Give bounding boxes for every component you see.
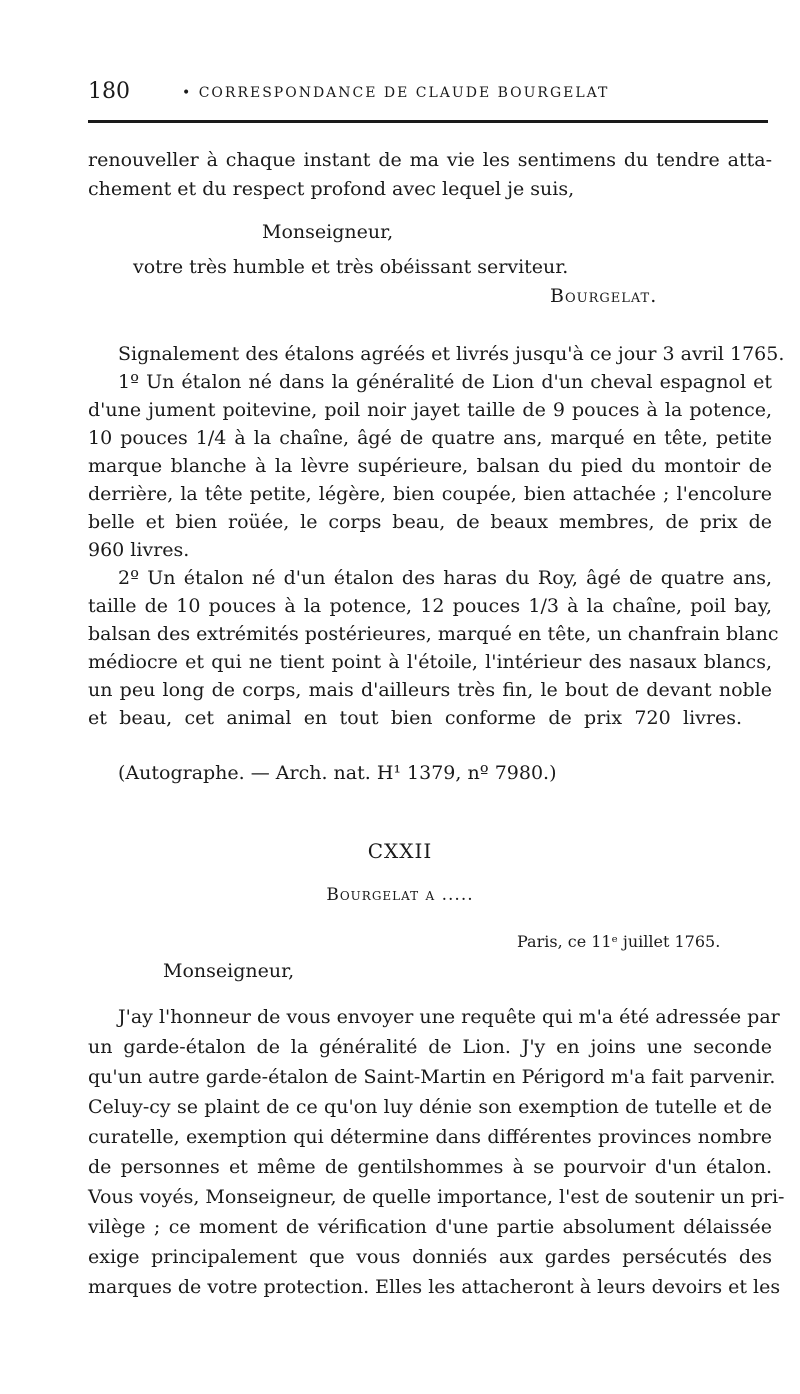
paragraph-line: 10 pouces 1/4 à la chaîne, âgé de quatre ans, marqué en tête, petite — [88, 427, 772, 449]
text-line: chement et du respect profond avec lequel je suis, — [88, 178, 575, 200]
paragraph-line: Celuy-cy se plaint de ce qu'on luy dénie son exemption de tutelle et de — [88, 1096, 772, 1118]
paragraph-line: qu'un autre garde-étalon de Saint-Martin en Périgord m'a fait parvenir. — [88, 1066, 776, 1088]
letter-salutation: Monseigneur, — [163, 960, 295, 982]
letter-signature: Bourgelat. — [550, 285, 658, 307]
paragraph-line: Vous voyés, Monseigneur, de quelle importance, l'est de soutenir un pri- — [88, 1186, 785, 1208]
paragraph-line: belle et bien roüée, le corps beau, de beaux membres, de prix de — [88, 511, 772, 533]
paragraph-line: derrière, la tête petite, légère, bien coupée, bien attachée ; l'encolure — [88, 483, 772, 505]
paragraph-line: Signalement des étalons agréés et livrés jusqu'à ce jour 3 avril 1765. — [118, 343, 785, 365]
letter-salutation: Monseigneur, — [262, 221, 394, 243]
header-rule — [88, 120, 768, 123]
text-line: renouveller à chaque instant de ma vie les sentimens du tendre atta- — [88, 149, 772, 171]
paragraph-line: un garde-étalon de la généralité de Lion. J'y en joins une seconde — [88, 1036, 772, 1058]
paragraph-line: 2º Un étalon né d'un étalon des haras du Roy, âgé de quatre ans, — [118, 567, 772, 589]
paragraph-line: exige principalement que vous donniés aux gardes persécutés des — [88, 1246, 772, 1268]
source-citation: (Autographe. — Arch. nat. H¹ 1379, nº 7980.) — [118, 762, 557, 784]
paragraph-line: taille de 10 pouces à la potence, 12 pouces 1/3 à la chaîne, poil bay, — [88, 595, 772, 617]
running-title: • CORRESPONDANCE DE CLAUDE BOURGELAT — [182, 85, 610, 101]
paragraph-line: J'ay l'honneur de vous envoyer une requête qui m'a été adressée par — [118, 1006, 780, 1028]
letter-closing: votre très humble et très obéissant serviteur. — [133, 256, 569, 278]
page-number: 180 — [88, 79, 130, 104]
paragraph-line: médiocre et qui ne tient point à l'étoile, l'intérieur des nasaux blancs, — [88, 651, 772, 673]
page-header — [88, 78, 768, 108]
paragraph-line: d'une jument poitevine, poil noir jayet taille de 9 pouces à la potence, — [88, 399, 772, 421]
letter-number: CXXII — [367, 839, 433, 863]
paragraph-line: 1º Un étalon né dans la généralité de Lion d'un cheval espagnol et — [118, 371, 772, 393]
dateline: Paris, ce 11ᵉ juillet 1765. — [517, 932, 721, 951]
paragraph-line: vilège ; ce moment de vérification d'une partie absolument délaissée — [88, 1216, 772, 1238]
letter-heading: Bourgelat a ..... — [326, 885, 474, 905]
paragraph-line: 960 livres. — [88, 539, 190, 561]
paragraph-line: curatelle, exemption qui détermine dans différentes provinces nombre — [88, 1126, 772, 1148]
paragraph-line: balsan des extrémités postérieures, marqué en tête, un chanfrain blanc — [88, 623, 779, 645]
paragraph-line: et beau, cet animal en tout bien conforme de prix 720 livres. — [88, 707, 742, 729]
paragraph-line: marque blanche à la lèvre supérieure, balsan du pied du montoir de — [88, 455, 772, 477]
paragraph-line: de personnes et même de gentilshommes à se pourvoir d'un étalon. — [88, 1156, 772, 1178]
paragraph-line: un peu long de corps, mais d'ailleurs très fin, le bout de devant noble — [88, 679, 772, 701]
paragraph-line: marques de votre protection. Elles les attacheront à leurs devoirs et les — [88, 1276, 781, 1298]
